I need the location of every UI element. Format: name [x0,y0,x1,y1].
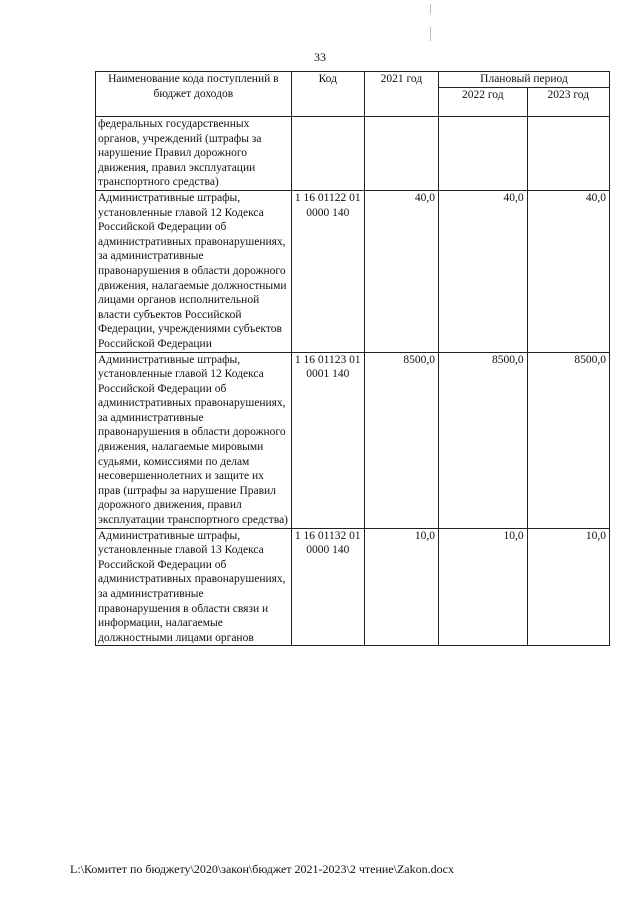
value-2022-cell: 8500,0 [438,352,527,528]
page-number: 33 [314,50,326,64]
table-row [96,190,610,352]
header-year-2023: 2023 год [527,88,609,117]
header-year-2021: 2021 год [364,72,438,117]
revenue-code-cell: 1 16 01123 01 0001 140 [291,352,364,528]
value-2022-cell: 10,0 [438,528,527,646]
table-row [96,117,610,191]
value-2021-cell [364,117,438,191]
revenue-name-cell: Административные штрафы, установленные главой 13 Кодекса Российской Федерации об административных правонарушениях, за административные правонарушения в области связи и информации, налагаемые должностными лицами органов [96,528,292,646]
value-2023-cell: 40,0 [527,190,609,352]
header-code: Код [291,72,364,117]
value-2023-cell: 10,0 [527,528,609,646]
table-row [96,528,610,646]
value-2021-cell: 8500,0 [364,352,438,528]
header-revenue-name: Наименование кода поступлений в бюджет доходов [96,72,292,117]
value-2021-cell: 40,0 [364,190,438,352]
revenue-code-cell: 1 16 01122 01 0000 140 [291,190,364,352]
document-file-path: L:\Комитет по бюджету\2020\закон\бюджет 2021-2023\2 чтение\Zakon.docx [70,862,454,876]
header-planning-period: Плановый период [438,72,609,88]
budget-revenue-table [95,71,610,646]
value-2021-cell: 10,0 [364,528,438,646]
revenue-name-cell: Административные штрафы, установленные главой 12 Кодекса Российской Федерации об административных правонарушениях, за административные правонарушения в области дорожного движения, налагаемые мировыми судьями, комиссиями по делам несовершеннолетних и защите их прав (штрафы за нарушение Правил дорожного движения, правил эксплуатации транспортного средства) [96,352,292,528]
scan-artifact-mark [430,4,431,14]
revenue-code-cell [291,117,364,191]
value-2022-cell [438,117,527,191]
table-row [96,352,610,528]
value-2022-cell: 40,0 [438,190,527,352]
value-2023-cell [527,117,609,191]
value-2023-cell: 8500,0 [527,352,609,528]
revenue-name-cell: федеральных государственных органов, учреждений (штрафы за нарушение Правил дорожного движения, правил эксплуатации транспортного средства) [96,117,292,191]
revenue-code-cell: 1 16 01132 01 0000 140 [291,528,364,646]
scan-artifact-mark [430,27,431,41]
header-year-2022: 2022 год [438,88,527,117]
revenue-name-cell: Административные штрафы, установленные главой 12 Кодекса Российской Федерации об административных правонарушениях, за административные правонарушения в области дорожного движения, налагаемые должностными лицами органов исполнительной власти субъектов Российской Федерации, учреждениями субъектов Российской Федерации [96,190,292,352]
